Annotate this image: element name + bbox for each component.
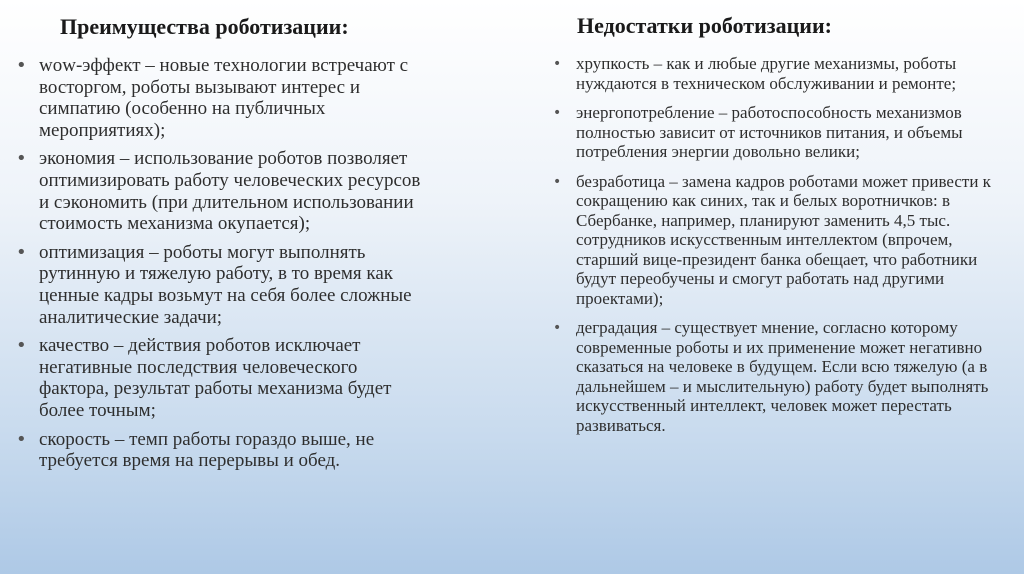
- list-item-text: оптимизация – роботы могут выполнять рутинную и тяжелую работу, в то время как ценные кадры возьмут на себя более сложные аналитические задачи;: [39, 241, 412, 328]
- list-item: [14, 148, 424, 234]
- bullet-icon: •: [553, 105, 562, 121]
- list-item: [551, 172, 1013, 309]
- list-item-text: хрупкость – как и любые другие механизмы, роботы нуждаются в техническом обслуживании и ремонте;: [576, 54, 957, 93]
- list-item: [14, 55, 424, 141]
- list-item-text: экономия – использование роботов позволяет оптимизировать работу человеческих ресурсов и сэкономить (при длительном использовании стоимость механизма окупается);: [39, 148, 421, 235]
- list-item-text: энергопотребление – работоспособность механизмов полностью зависит от источников питания, и объемы потребления энергии довольно велики;: [576, 103, 963, 161]
- bullet-icon: •: [553, 56, 562, 72]
- bullet-icon: •: [553, 173, 562, 190]
- bullet-icon: •: [16, 148, 27, 170]
- list-item: [14, 335, 424, 421]
- bullet-icon: •: [16, 55, 27, 76]
- list-item-text: деградация – существует мнение, согласно которому современные роботы и их применение может негативно сказаться на человеке в будущем. Если всю тяжелую (а в дальнейшем – и мыслительную) работу будет выполнять искусственный интеллект, человек может перестать развиваться.: [576, 318, 989, 435]
- list-item: [14, 242, 424, 328]
- advantages-list: [14, 55, 424, 479]
- list-item: [551, 318, 1013, 435]
- disadvantages-list: [551, 54, 1013, 445]
- list-item: [14, 429, 424, 472]
- bullet-icon: •: [16, 428, 27, 450]
- disadvantages-title: Недостатки роботизации:: [577, 13, 832, 38]
- list-item-text: wow-эффект – новые технологии встречают с восторгом, роботы вызывают интерес и симпатию (особенно на публичных мероприятиях);: [39, 55, 409, 141]
- bullet-icon: •: [553, 320, 562, 336]
- advantages-title: Преимущества роботизации:: [60, 14, 349, 39]
- list-item-text: качество – действия роботов исключает негативные последствия человеческого фактора, результат работы механизма будет более точным;: [39, 335, 392, 421]
- bullet-icon: •: [16, 335, 27, 357]
- list-item-text: безработица – замена кадров роботами может привести к сокращению как синих, так и белых воротничков: в Сбербанке, например, планируют заменить 4,5 тыс. сотрудников искусственным интеллектом (впрочем, старший вице-президент банка обещает, что работники будут переобучены и смогут работать над другими проектами);: [576, 171, 991, 308]
- list-item-text: скорость – темп работы гораздо выше, не требуется время на перерывы и обед.: [39, 428, 375, 472]
- bullet-icon: •: [16, 241, 27, 263]
- list-item: [551, 103, 1013, 162]
- list-item: [551, 54, 1013, 93]
